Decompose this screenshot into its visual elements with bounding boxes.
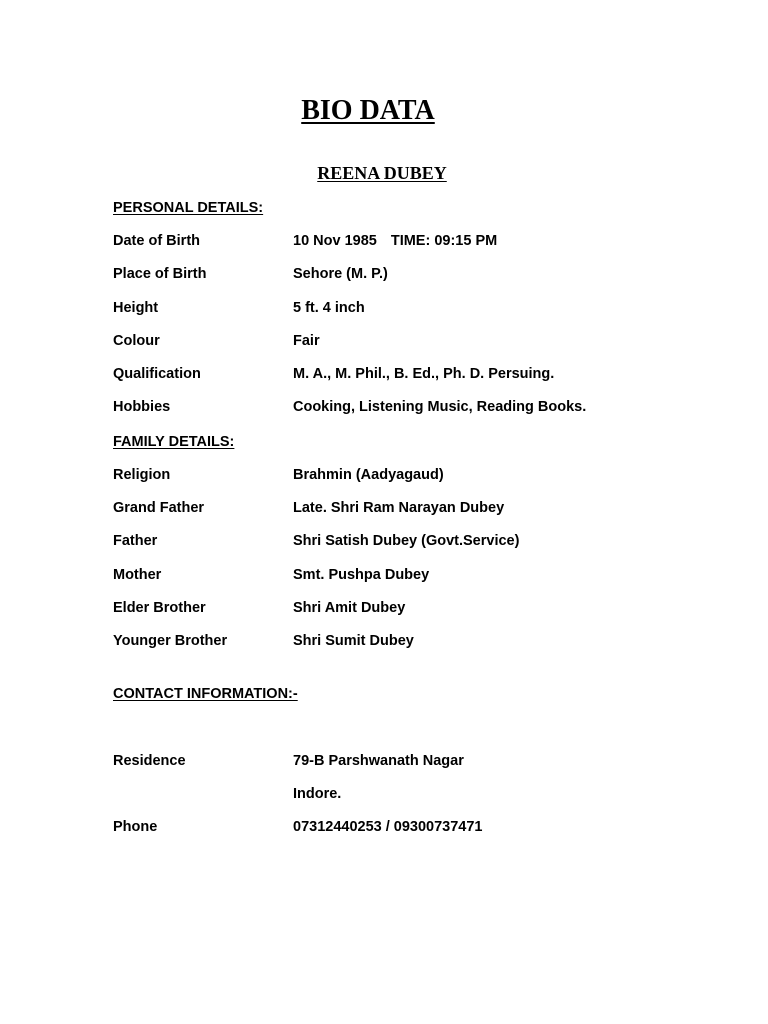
religion-label: Religion <box>113 467 171 483</box>
dob-label: Date of Birth <box>113 233 200 249</box>
mother-value: Smt. Pushpa Dubey <box>293 567 430 583</box>
phone-label: Phone <box>113 819 158 835</box>
residence-label: Residence <box>113 753 186 769</box>
grandfather-value: Late. Shri Ram Narayan Dubey <box>293 500 505 516</box>
hobbies-value: Cooking, Listening Music, Reading Books. <box>293 399 587 415</box>
father-value: Shri Satish Dubey (Govt.Service) <box>293 533 520 549</box>
phone-value: 07312440253 / 09300737471 <box>293 819 483 835</box>
elder-brother-label: Elder Brother <box>113 600 206 616</box>
birth-time-value: TIME: 09:15 PM <box>390 233 498 249</box>
residence-line-1: 79-B Parshwanath Nagar <box>293 753 464 769</box>
person-name: REENA DUBEY <box>317 163 447 183</box>
qualification-value: M. A., M. Phil., B. Ed., Ph. D. Persuing. <box>293 366 555 382</box>
personal-details-heading: PERSONAL DETAILS: <box>113 200 264 216</box>
younger-brother-value: Shri Sumit Dubey <box>293 633 414 649</box>
mother-label: Mother <box>113 567 162 583</box>
religion-value: Brahmin (Aadyagaud) <box>293 467 444 483</box>
document-title: BIO DATA <box>301 95 435 126</box>
contact-information-heading: CONTACT INFORMATION:- <box>113 686 298 702</box>
elder-brother-value: Shri Amit Dubey <box>293 600 406 616</box>
younger-brother-label: Younger Brother <box>113 633 228 649</box>
pob-label: Place of Birth <box>113 266 207 282</box>
dob-value-group <box>293 233 497 249</box>
family-details-heading: FAMILY DETAILS: <box>113 434 235 450</box>
qualification-label: Qualification <box>113 366 201 382</box>
colour-value: Fair <box>293 333 320 349</box>
grandfather-label: Grand Father <box>113 500 205 516</box>
father-label: Father <box>113 533 158 549</box>
hobbies-label: Hobbies <box>113 399 171 415</box>
residence-line-2: Indore. <box>293 786 342 802</box>
height-value: 5 ft. 4 inch <box>293 300 365 316</box>
colour-label: Colour <box>113 333 160 349</box>
pob-value: Sehore (M. P.) <box>293 266 388 282</box>
dob-value: 10 Nov 1985 <box>293 233 377 249</box>
height-label: Height <box>113 300 159 316</box>
